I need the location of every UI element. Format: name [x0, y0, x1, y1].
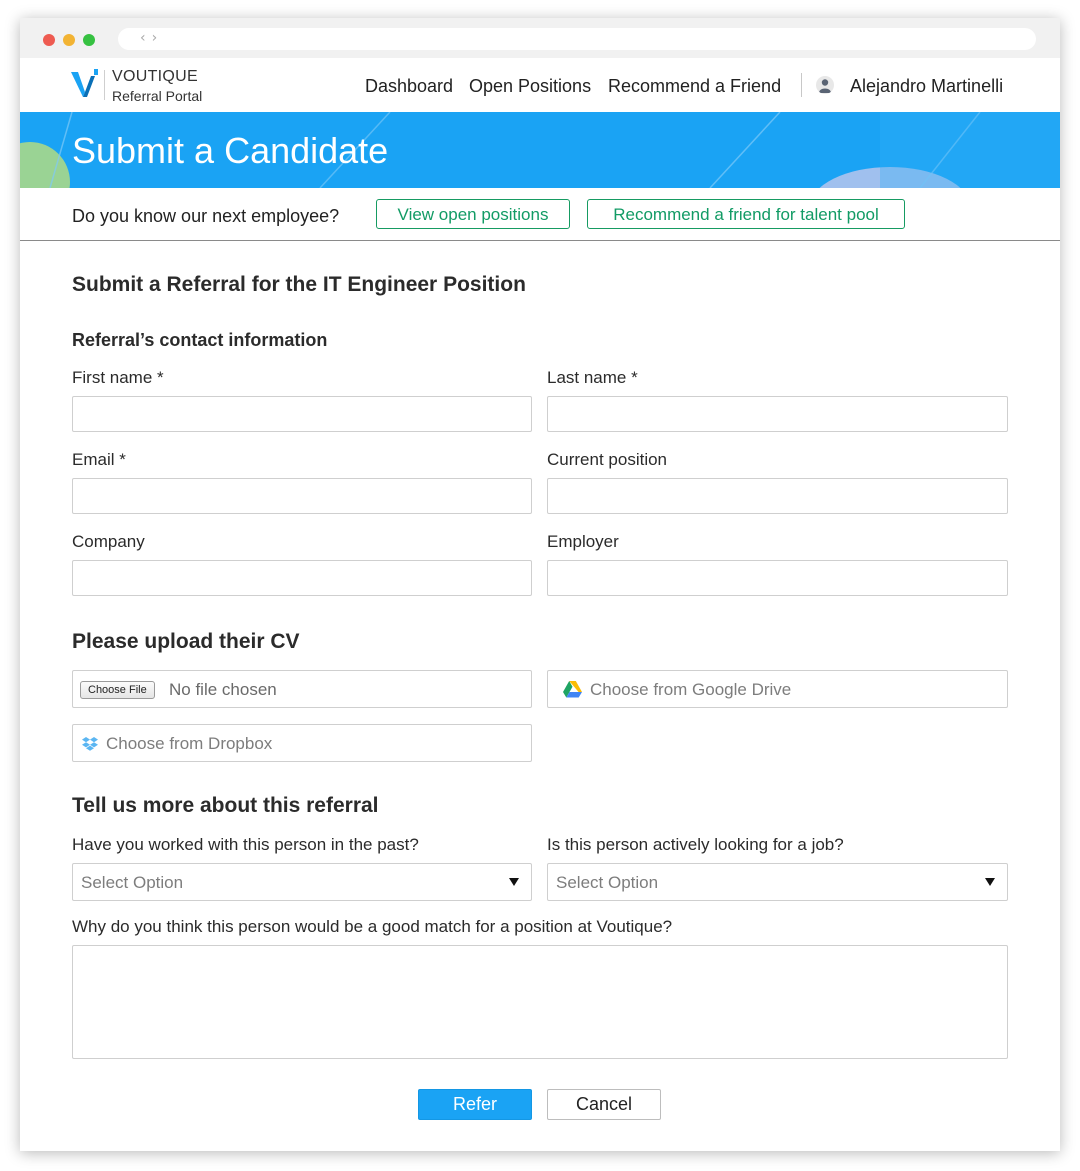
logo-divider — [104, 70, 105, 100]
logo-subtitle: Referral Portal — [112, 88, 203, 104]
employer-input[interactable] — [548, 561, 1007, 595]
google-drive-text: Choose from Google Drive — [590, 680, 792, 699]
more-info-heading: Tell us more about this referral — [72, 794, 379, 817]
form-title: Submit a Referral for the IT Engineer Position — [72, 273, 526, 296]
worked-with-select[interactable] — [72, 863, 532, 901]
page-banner — [20, 112, 1060, 188]
file-upload-field[interactable] — [72, 670, 532, 708]
recommend-talent-pool-button[interactable]: Recommend a friend for talent pool — [587, 199, 905, 229]
first-name-field[interactable] — [72, 396, 532, 432]
last-name-field[interactable] — [547, 396, 1008, 432]
good-match-textarea[interactable] — [72, 945, 1008, 1059]
logo-name: VOUTIQUE — [112, 68, 198, 85]
no-file-chosen-text: No file chosen — [169, 680, 277, 699]
employer-field[interactable] — [547, 560, 1008, 596]
chevron-down-icon — [509, 878, 519, 886]
back-forward-icon[interactable]: ‹› — [140, 30, 164, 46]
page-title: Submit a Candidate — [72, 130, 389, 171]
current-position-input[interactable] — [548, 479, 1007, 513]
cancel-button[interactable]: Cancel — [547, 1089, 661, 1120]
cv-upload-heading: Please upload their CV — [72, 630, 300, 653]
google-drive-icon — [563, 681, 582, 698]
company-label: Company — [72, 532, 145, 551]
browser-window — [20, 18, 1060, 1151]
actively-looking-select[interactable] — [547, 863, 1008, 901]
maximize-window-dot[interactable] — [83, 34, 95, 46]
company-field[interactable] — [72, 560, 532, 596]
nav-dashboard[interactable]: Dashboard — [365, 76, 454, 96]
good-match-label: Why do you think this person would be a good match for a position at Voutique? — [72, 917, 673, 936]
address-bar[interactable] — [118, 28, 1036, 50]
email-field[interactable] — [72, 478, 532, 514]
worked-with-label: Have you worked with this person in the past? — [72, 835, 419, 854]
actively-looking-select-value: Select Option — [556, 873, 659, 892]
email-input[interactable] — [73, 479, 531, 513]
worked-with-select-value: Select Option — [81, 873, 184, 892]
user-avatar-icon[interactable] — [816, 76, 834, 94]
prompt-text: Do you know our next employee? — [72, 206, 340, 226]
first-name-input[interactable] — [73, 397, 531, 431]
last-name-input[interactable] — [548, 397, 1007, 431]
contact-info-heading: Referral’s contact information — [72, 330, 328, 350]
dropbox-icon — [82, 737, 98, 752]
email-label: Email * — [72, 450, 126, 469]
current-position-field[interactable] — [547, 478, 1008, 514]
nav-separator — [801, 73, 802, 97]
choose-file-button[interactable]: Choose File — [80, 681, 155, 699]
nav-recommend-friend[interactable]: Recommend a Friend — [608, 76, 782, 96]
close-window-dot[interactable] — [43, 34, 55, 46]
chevron-down-icon — [985, 878, 995, 886]
site-header — [20, 58, 1060, 112]
voutique-logo-icon[interactable] — [71, 68, 99, 98]
minimize-window-dot[interactable] — [63, 34, 75, 46]
google-drive-picker[interactable] — [547, 670, 1008, 708]
dropbox-picker[interactable] — [72, 724, 532, 762]
company-input[interactable] — [73, 561, 531, 595]
last-name-label: Last name * — [547, 368, 638, 387]
first-name-label: First name * — [72, 368, 164, 387]
current-position-label: Current position — [547, 450, 668, 469]
dropbox-text: Choose from Dropbox — [106, 734, 273, 753]
refer-button[interactable]: Refer — [418, 1089, 532, 1120]
nav-open-positions[interactable]: Open Positions — [469, 76, 592, 96]
user-name[interactable]: Alejandro Martinelli — [850, 76, 1004, 96]
referral-prompt-bar — [20, 188, 1060, 241]
actively-looking-label: Is this person actively looking for a job? — [547, 835, 844, 854]
browser-chrome — [20, 18, 1060, 58]
employer-label: Employer — [547, 532, 619, 551]
view-open-positions-button[interactable]: View open positions — [376, 199, 570, 229]
